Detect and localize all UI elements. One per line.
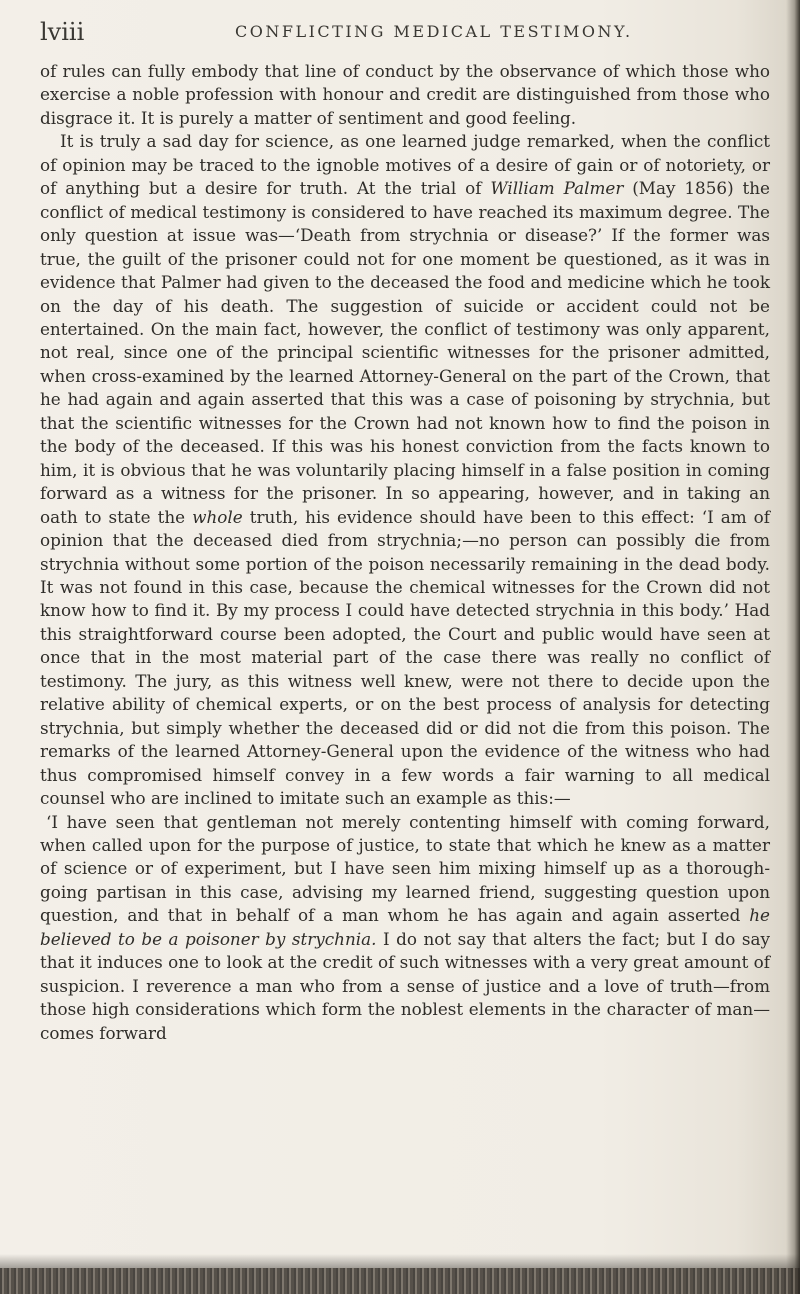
running-head: CONFLICTING MEDICAL TESTIMONY. [235,22,633,41]
text-segment: It is truly a sad day for science, as one learned judge remarked, when the conflict of opinion may be traced to the ignoble motives of a desire of gain or of notoriety, or of anything but a desire for truth. At the trial of [40,131,770,199]
paragraph-1 [40,60,770,130]
text-segment: truth, his evidence should have been to this effect: ‘I am of opinion that the deceased died from strychnia;—no person can possibly die from strychnia without some portion of the poison necessarily remaining in the dead body. It was not found in this case, because the chemical witnesses for the Crown did not know how to find it. By my process I could have detected strychnia in this body.’ Had this straightforward course been adopted, the Court and public would have seen at once that in the most material part of the case there was really no conflict of testimony. The jury, as this witness well knew, were not there to decide upon the relative ability of chemical experts, or on the best process of analysis for detecting strychnia, but simply whether the deceased did or did not die from this poison. The remarks of the learned Attorney-General upon the evidence of the witness who had thus compromised himself convey in a few words a fair warning to all medical counsel who are inclined to imitate such an example as this:— [40,506,770,809]
book-binding-edge [0,1268,800,1294]
text-segment: ‘I have seen that gentleman not merely contenting himself with coming forward, when called upon for the purpose of justice, to state that which he knew as a matter of science or of experiment, but I have seen him mixing himself up as a thorough-going partisan in this case, advising my learned friend, suggesting question upon question, and that in behalf of a man whom he has again and again asserted [40,811,770,926]
paragraph-2 [40,130,770,810]
page-edge-shadow [786,0,800,1294]
body-text [40,60,770,1045]
page-header [40,12,760,52]
italic-text-segment: whole [192,506,243,527]
bottom-shadow [0,1254,800,1268]
text-segment: of rules can fully embody that line of conduct by the observance of which those who exercise a noble profession with honour and credit are distinguished from those who disgrace it. It is purely a matter of sentiment and good feeling. [40,61,770,128]
text-segment: I do not say that alters the fact; but I do say that it induces one to look at the credit of such witnesses with a very great amount of suspicion. I reverence a man who from a sense of justice and a love of truth—from those high considerations which form the noblest elements in the character of man—comes forward [40,928,770,1043]
text-segment: (May 1856) the conflict of medical testimony is considered to have reached its maximum degree. The only question at issue was—‘Death from strychnia or disease?’ If the former was true, the guilt of the prisoner could not for one moment be questioned, as it was in evidence that Palmer had given to the deceased the food and medicine which he took on the day of his death. The suggestion of suicide or accident could not be entertained. On the main fact, however, the conflict of testimony was only apparent, not real, since one of the principal scientific witnesses for the prisoner admitted, when cross-examined by the learned Attorney-General on the part of the Crown, that he had again and again asserted that this was a case of poisoning by strychnia, but that the scientific witnesses for the Crown had not known how to find the poison in the body of the deceased. If this was his honest conviction from the facts known to him, it is obvious that he was voluntarily placing himself in a false position in coming forward as a witness for the prisoner. In so appearing, however, and in taking an oath to state the [40,178,770,527]
paragraph-3-quotation [40,811,770,1046]
page-number: lviii [40,18,85,46]
italic-text-segment: he believed to be a poisoner by strychnia. [40,905,770,949]
italic-text-segment: William Palmer [490,178,624,199]
